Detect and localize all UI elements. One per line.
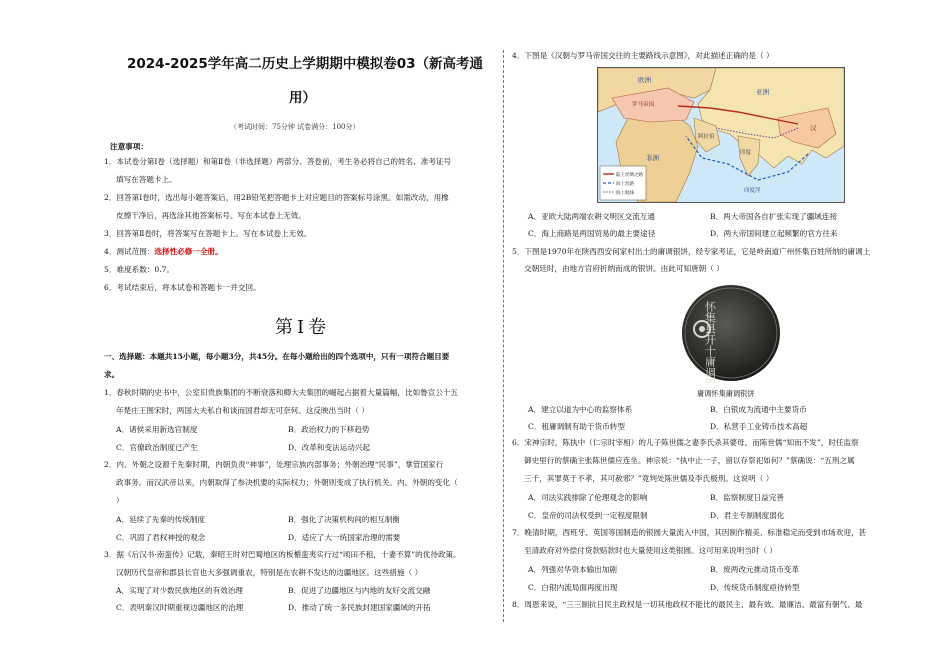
label-rome: 罗马帝国 (632, 102, 655, 108)
option-c: C．巩固了君权神授的观念 (116, 533, 206, 542)
question-text: ） (116, 496, 124, 505)
notice-item (104, 247, 223, 257)
option-c: C．租庸调制有助于货币转型 (528, 422, 625, 431)
notice-item: 1．本试卷分第Ⅰ卷（选择题）和第Ⅱ卷（非选择题）两部分。答卷前，考生务必将自己的姓名、准考证号 (104, 157, 452, 166)
notice-item: 5．难度系数：0.7。 (104, 265, 175, 274)
option-c: C．海上商路是两国贸易的最主要途径 (528, 229, 656, 238)
legend-label: 陆上丝绸之路 (616, 173, 643, 178)
option-d: D．传统货币制度亟待转型 (710, 583, 800, 592)
exam-info: （考试时间：75分钟 试卷满分：100分） (230, 123, 360, 131)
option-b: B．废两改元推动货币变革 (710, 565, 800, 574)
question-text: 汉朝历代皇帝和郡县长官也大多强调重农，特别是在农耕不发达的边疆地区。这些措施（ ） (116, 568, 423, 577)
option-b: B．促进了边疆地区与内地的友好交流交融 (288, 586, 431, 595)
question-text: 1．春秋时期的史书中，公室旧贵族集团的不断衰落和卿大夫集团的崛起占据着大量篇幅，比如鲁宣公十五 (104, 388, 459, 397)
question-text: 4．下图是《汉朝与罗马帝国交往的主要路线示意图》，对此描述正确的是（ ） (512, 51, 774, 60)
notice-heading: 注意事项： (110, 142, 148, 151)
option-d: D．私营手工业铸币技术高超 (710, 422, 808, 431)
option-b: B．强化了决策机构间的相互制衡 (288, 515, 400, 524)
notice-item: 2．回答第Ⅰ卷时，选出每小题答案后，用2B铅笔把答题卡上对应题目的答案标号涂黑。如需改动，用橡 (104, 193, 449, 202)
test-scope-highlight: 选择性必修一全册。 (154, 247, 223, 256)
label-arabia: 阿拉伯 (698, 134, 715, 140)
question-text: 6．宋神宗时，陈执中（仁宗时宰相）的儿子陈世儒之妻李氏杀其婆母，而陈世儒“知而不发”，时任监察 (512, 438, 859, 447)
coin-inscription: 怀集县开十庸调银拾两 (703, 301, 717, 383)
option-d: D．推动了统一多民族封建国家疆域的开拓 (288, 603, 431, 612)
label-europe: 欧洲 (638, 76, 651, 84)
question-text: 8．周恩来说，“三三制抗日民主政权是一切其他政权不能比的最民主、最有效、最廉洁、最富有朝气、最 (512, 600, 863, 609)
option-d: D．君主专制制度弱化 (710, 511, 785, 520)
legend-label: 海上航线 (616, 191, 634, 196)
question-text: 5．下图是1970年在陕西西安何家村出土的庸调银饼，经专家考证，它是岭南道广州怀集百姓所纳的庸调上 (512, 247, 871, 256)
option-a: A．诸侯采用新选官制度 (116, 425, 198, 434)
question-text: 三千，其罪莫于不孝，其可赦邪？”竟判处陈世儒及李氏极刑。这说明（ ） (524, 474, 774, 483)
label-india: 印度 (740, 150, 752, 156)
image-caption: 庸调怀集庸调银饼 (697, 389, 755, 398)
option-a: A．亚欧大陆两端农耕文明区交流互通 (528, 212, 655, 221)
option-c: C．表明秦汉时期重视边疆地区的治理 (116, 603, 244, 612)
map-svg (598, 68, 844, 202)
question-text: 交朝廷时，由地方官府折纳而成的银饼。由此可知唐朝（ ） (524, 264, 724, 273)
section-instruction: 求。 (104, 370, 120, 379)
option-a: A．建立以道为中心的监察体系 (528, 405, 633, 414)
option-d: D．改革和变法运动兴起 (288, 443, 371, 452)
option-d: D．两大帝国间建立起频繁的官方往来 (710, 229, 838, 238)
question-text: 年楚庄王围宋时，两国大夫私自和谈而国君却无可奈何。这反映出当时（ ） (116, 406, 370, 415)
exam-title-line1: 2024-2025学年高二历史上学期期中模拟卷03（新高考通 (127, 56, 484, 72)
option-a: A．延续了先秦的传统制度 (116, 515, 206, 524)
han-rome-route-map (597, 67, 845, 203)
exam-title-line2: 用） (289, 90, 316, 106)
option-a: A．列强对华资本输出加剧 (528, 565, 618, 574)
question-text: 至清政府对外偿付贷款赔款时也大量使用这类银圆。这可用来说明当时（ ） (524, 546, 778, 555)
question-text: 3．据《后汉书·南蛮传》记载，秦昭王时对巴蜀地区的板楯蛮夷实行过“顷田不租，十妻不算”的优待政策。 (104, 550, 461, 559)
volume-heading: 第Ⅰ卷 (275, 317, 331, 338)
option-a: A．司法实践排除了伦理观念的影响 (528, 493, 648, 502)
option-b: B．监察制度日益完善 (710, 493, 784, 502)
option-b: B．白银成为流通中主要货币 (710, 405, 807, 414)
notice-item: 6．考试结束后，将本试卷和答题卡一并交回。 (104, 283, 261, 292)
question-text: 7．晚清时期，西班牙、英国等国制造的银圆大量流入中国，其因制作精美、标准稳定而受到市场欢迎，甚 (512, 528, 867, 537)
legend-label: 海上丝路 (616, 182, 634, 187)
notice-item: 3．回答第Ⅱ卷时，将答案写在答题卡上。写在本试卷上无效。 (104, 229, 312, 238)
label-indian-ocean: 印度洋 (744, 188, 761, 194)
notice-item: 填写在答题卡上。 (116, 175, 177, 184)
coin-body (682, 285, 780, 381)
section-instruction: 一、选择题：本题共15小题，每小题3分，共45分。在每小题给出的四个选项中，只有一项符合题目要 (104, 352, 450, 361)
option-c: C．官僚政治制度已产生 (116, 443, 198, 452)
option-d: D．适应了大一统国家治理的需要 (288, 533, 401, 542)
question-text: 御史里行的蔡确主张陈世儒应连坐。神宗说：“执中止一子，留以存祭祀如何？”蔡确说：“五刑之属 (524, 456, 855, 465)
notice-item4-prefix: 4．测试范围： (104, 247, 155, 256)
option-b: B．政治权力的下移趋势 (288, 425, 370, 434)
column-divider (503, 50, 504, 622)
coin-svg (680, 283, 782, 383)
option-c: C．皇帝的司法权受到一定程度限制 (528, 511, 648, 520)
option-a: A．实现了对少数民族地区的有效治理 (116, 586, 243, 595)
notice-item: 皮擦干净后，再选涂其他答案标号。写在本试卷上无效。 (116, 211, 306, 220)
question-text: 2．内、外朝之设源于先秦时期，内朝负责“神事”，处理宗族内部事务；外朝治理“民事”，掌管国家行 (104, 460, 444, 469)
label-africa: 非洲 (646, 154, 659, 162)
option-b: B．两大帝国各自扩张实现了疆域连接 (710, 212, 838, 221)
label-han: 汉 (810, 124, 817, 132)
silver-cake-photo (680, 283, 782, 383)
option-c: C．白银内流局面再度出现 (528, 583, 618, 592)
question-text: 政事务。而汉武帝以来，内朝取得了参决机要的实际权力；外朝则变成了执行机关。内、外朝的变化（ (116, 478, 458, 487)
label-asia: 亚洲 (756, 88, 769, 96)
